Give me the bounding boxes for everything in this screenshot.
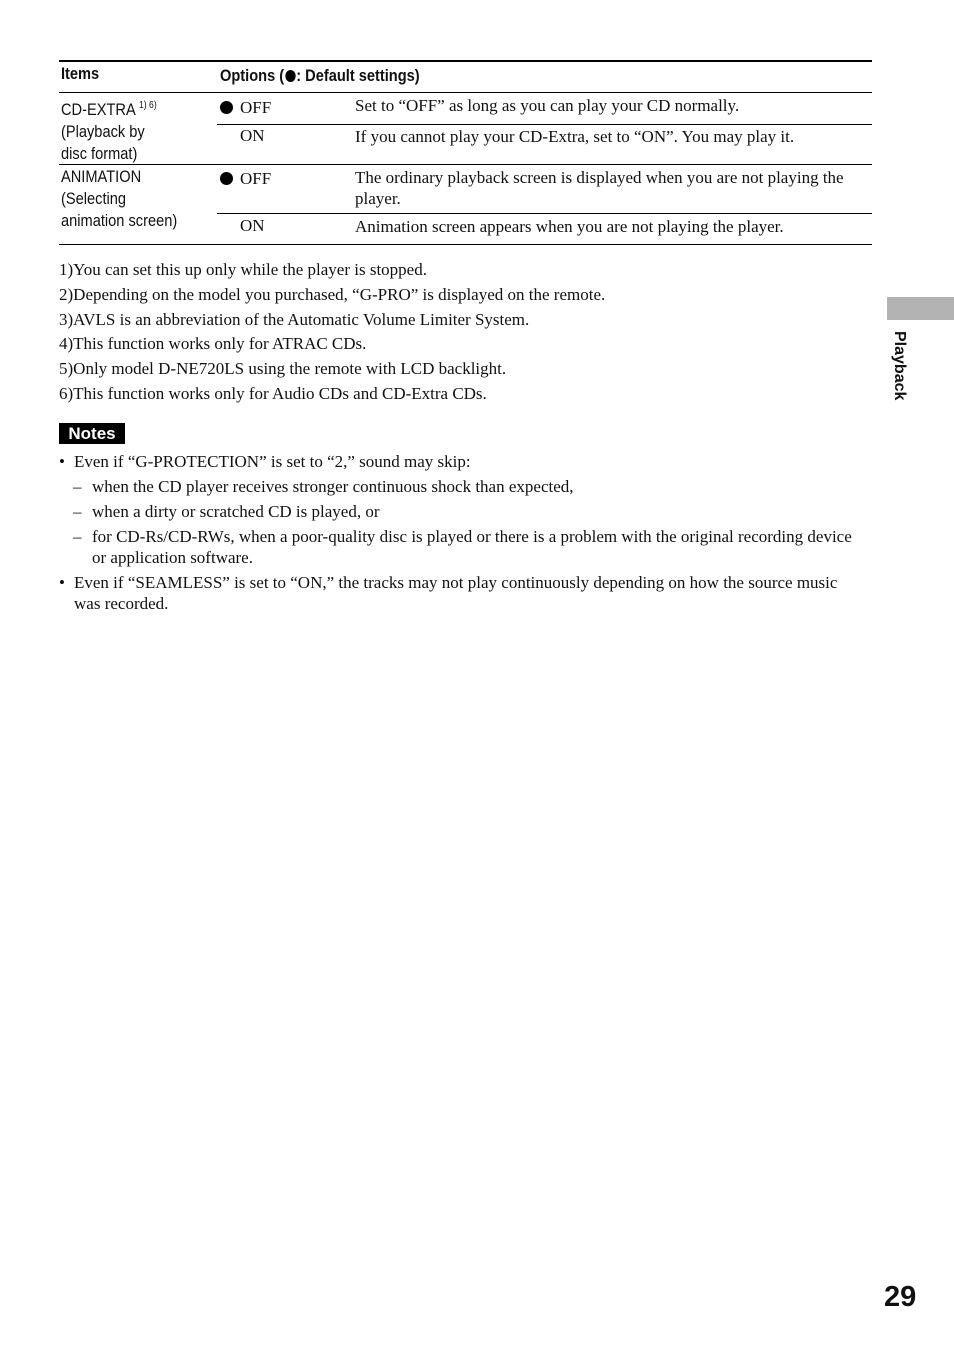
note-text: Even if “SEAMLESS” is set to “ON,” the tracks may not play continuously depending on how the source music was recorded. xyxy=(74,573,838,613)
option-label: OFF xyxy=(240,98,272,117)
section-tab-text: Playback xyxy=(891,331,908,401)
table-bottom-rule xyxy=(59,244,872,245)
option-rule xyxy=(217,213,872,214)
notes-list xyxy=(59,451,859,618)
option-description: The ordinary playback screen is displayed when you are not playing the player. xyxy=(355,168,844,208)
header-options xyxy=(220,66,420,86)
note-text: Even if “G-PROTECTION” is set to “2,” sound may skip: xyxy=(74,452,471,471)
notes-heading: Notes xyxy=(59,423,125,444)
note-subitem-text: when a dirty or scratched CD is played, or xyxy=(92,502,380,521)
section-tab-bar xyxy=(887,297,954,320)
item-animation-desc-2: animation screen) xyxy=(61,211,178,230)
option-description: If you cannot play your CD-Extra, set to “ON”. You may play it. xyxy=(355,127,795,146)
bullet-icon: • xyxy=(59,452,65,471)
note-subitem xyxy=(59,501,859,522)
footnote: 4)This function works only for ATRAC CDs. xyxy=(59,334,367,354)
section-tab-label xyxy=(888,331,910,407)
option-cd-extra-on xyxy=(240,126,265,146)
header-options-suffix: : Default settings) xyxy=(296,66,420,85)
option-label: ON xyxy=(240,216,265,235)
row-rule xyxy=(59,164,872,165)
item-cd-extra xyxy=(61,95,157,165)
item-cd-extra-desc-1: (Playback by xyxy=(61,122,145,141)
note-subitem xyxy=(59,476,859,497)
note-subitem-text: when the CD player receives stronger continuous shock than expected, xyxy=(92,477,574,496)
option-label: ON xyxy=(240,126,265,145)
bullet-icon: • xyxy=(59,573,65,592)
note-subitem-text: for CD-Rs/CD-RWs, when a poor-quality disc is played or there is a problem with the original recording device or application software. xyxy=(92,527,852,567)
option-description: Set to “OFF” as long as you can play your CD normally. xyxy=(355,96,740,115)
option-animation-off xyxy=(220,169,271,189)
item-cd-extra-title: CD-EXTRA xyxy=(61,100,135,119)
header-items: Items xyxy=(61,64,100,83)
default-dot-icon xyxy=(220,101,233,114)
footnote: 5)Only model D-NE720LS using the remote with LCD backlight. xyxy=(59,359,507,379)
note-item xyxy=(59,451,859,472)
footnote: 6)This function works only for Audio CDs and CD-Extra CDs. xyxy=(59,383,487,403)
item-animation xyxy=(61,166,177,232)
default-dot-icon xyxy=(220,172,233,185)
option-animation-on xyxy=(240,216,265,236)
note-item xyxy=(59,572,859,614)
footnote: 1)You can set this up only while the player is stopped. xyxy=(59,260,427,279)
item-cd-extra-desc-2: disc format) xyxy=(61,144,138,163)
item-cd-extra-footnote-ref: 1) 6) xyxy=(139,100,157,111)
option-description: Animation screen appears when you are not playing the player. xyxy=(355,217,784,236)
footnotes xyxy=(59,259,605,408)
footnote: 3)AVLS is an abbreviation of the Automatic Volume Limiter System. xyxy=(59,309,530,329)
page-number: 29 xyxy=(884,1281,917,1313)
footnote: 2)Depending on the model you purchased, “G-PRO” is displayed on the remote. xyxy=(59,284,606,304)
note-subitem xyxy=(59,526,859,568)
default-dot-icon xyxy=(285,70,295,82)
header-rule xyxy=(59,92,872,93)
dash-icon: – xyxy=(73,477,82,496)
option-label: OFF xyxy=(240,169,272,188)
dash-icon: – xyxy=(73,527,82,546)
option-cd-extra-off xyxy=(220,98,271,118)
table-top-rule xyxy=(59,60,872,62)
item-animation-title: ANIMATION xyxy=(61,167,142,186)
dash-icon: – xyxy=(73,502,82,521)
option-rule xyxy=(217,124,872,125)
item-animation-desc-1: (Selecting xyxy=(61,189,127,208)
header-options-prefix: Options ( xyxy=(220,66,285,85)
